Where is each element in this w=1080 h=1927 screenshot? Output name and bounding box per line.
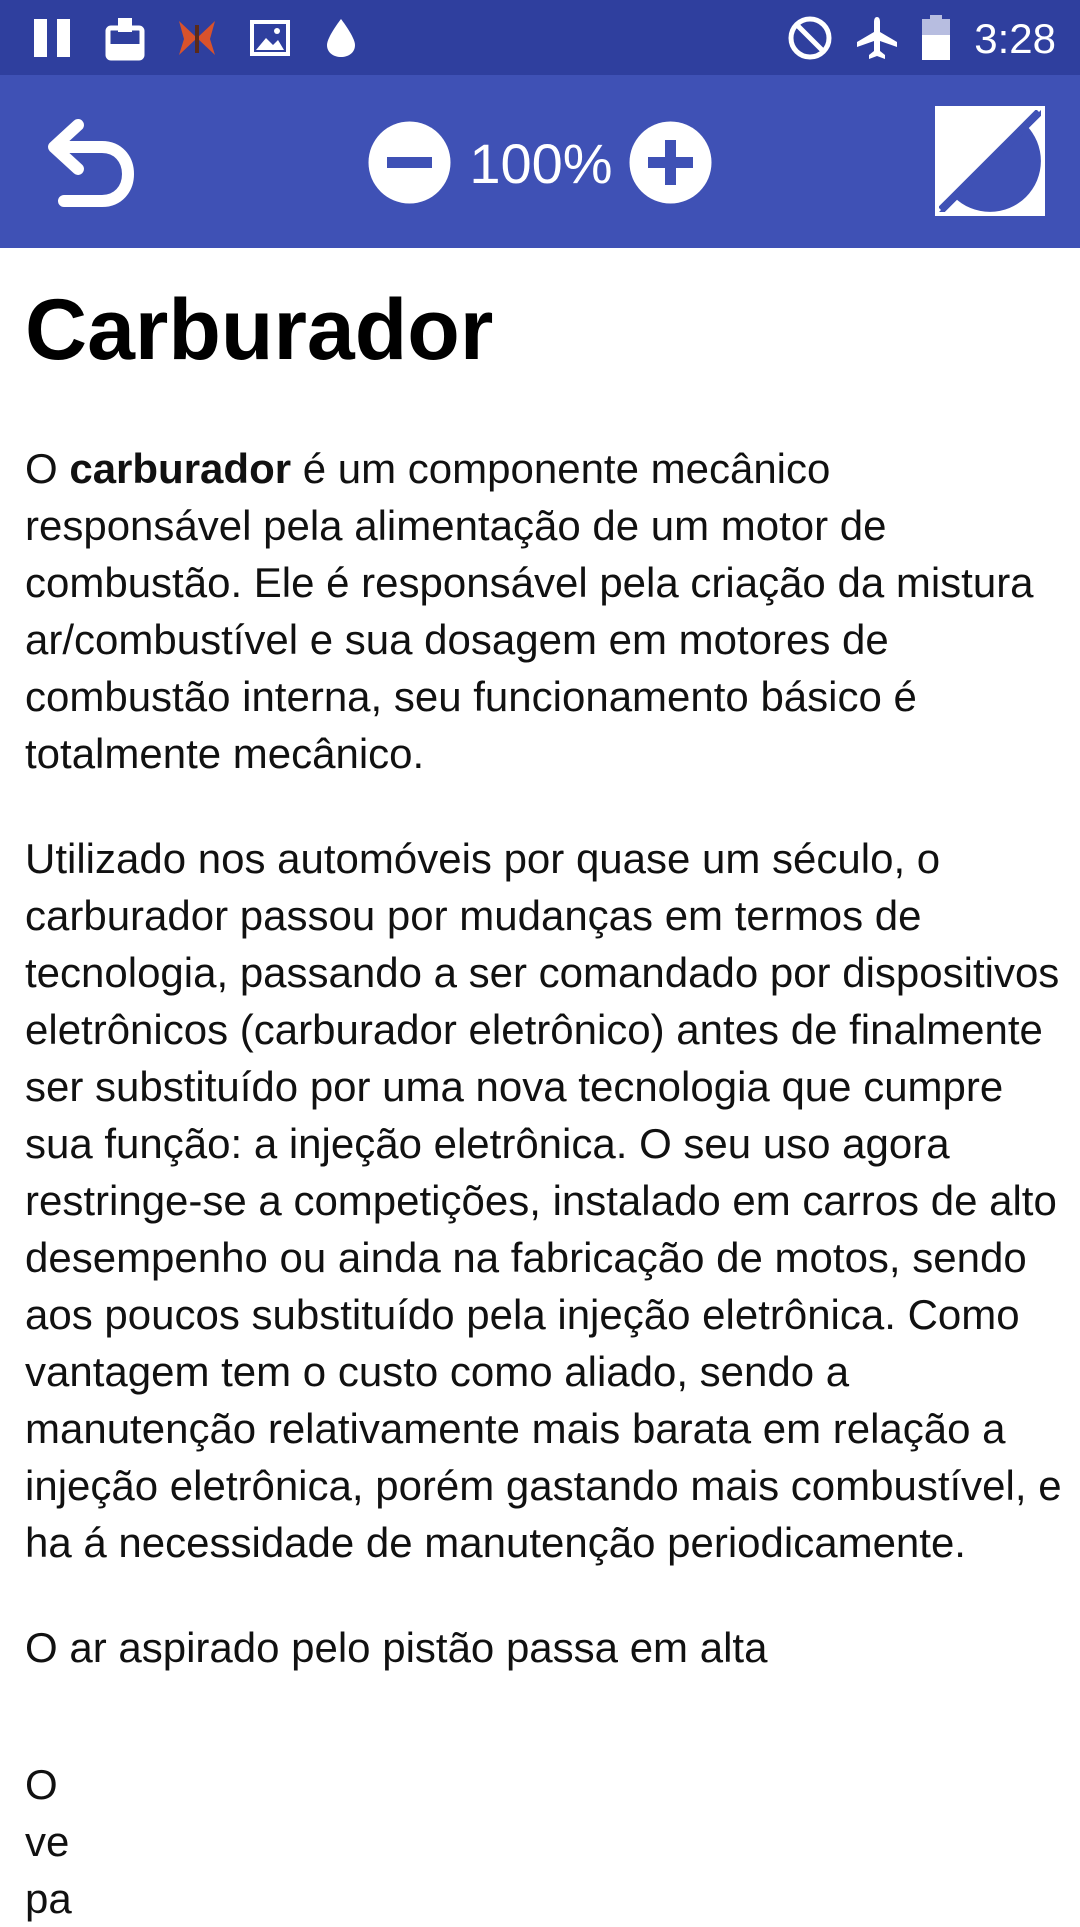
- paragraph-3: O ar aspirado pelo pistão passa em alta: [25, 1624, 768, 1671]
- clock: 3:28: [974, 15, 1056, 62]
- clipboard-icon: [104, 0, 146, 75]
- paragraph-1: [25, 440, 1065, 782]
- paragraph-1-rest: é um componente mecânico responsável pela alimentação de um motor de combustão. Ele é responsável pela criação da mistura ar/combustível e sua dosagem em motores de combustão interna, seu funcionamento básico é totalmente mecânico.: [25, 445, 1034, 777]
- zoom-out-button[interactable]: [367, 120, 452, 205]
- paragraph-2: Utilizado nos automóveis por quase um século, o carburador passou por mudanças em termos de tecnologia, passando a ser comandado por dispositivos eletrônicos (carburador eletrônico) antes de finalmente ser substituído por uma nova tecnologia que cumpre sua função: a injeção eletrônica. O seu uso agora restringe-se a competições, instalado em carros de alto desempenho ou ainda na fabricação de motos, sendo aos poucos substituído pela injeção eletrônica. Como vantagem tem o custo como aliado, sendo a manutenção relativamente mais barata em relação a injeção eletrônica, porém gastando mais combustível, e ha á necessidade de manutenção periodicamente.: [25, 835, 1062, 1566]
- paragraph-1-bold-term: carburador: [69, 445, 292, 492]
- plus-circle-icon: [628, 120, 713, 205]
- toolbar: [0, 75, 1080, 248]
- back-button[interactable]: [30, 105, 150, 220]
- zoom-in-button[interactable]: [628, 120, 713, 205]
- paragraph-3-cut-fragment: O ve pa: [25, 1761, 72, 1922]
- contrast-toggle-button[interactable]: [935, 106, 1045, 216]
- contrast-toggle-icon: [935, 106, 1045, 216]
- zoom-level: 100%: [469, 132, 613, 195]
- do-not-disturb-icon: [787, 0, 833, 75]
- minus-circle-icon: [367, 120, 452, 205]
- battery-icon: [920, 0, 952, 75]
- undo-arrow-icon: [40, 113, 140, 213]
- paragraph-1-lead: O: [25, 445, 70, 492]
- page-title: Carburador: [25, 282, 494, 378]
- butterfly-icon: [176, 0, 218, 75]
- article-content[interactable]: [0, 248, 1080, 1762]
- status-bar: [0, 0, 1080, 75]
- airplane-mode-icon: [854, 0, 900, 75]
- image-icon: [250, 0, 290, 75]
- pause-icon: [32, 0, 72, 75]
- water-drop-icon: [323, 0, 359, 75]
- zoom-controls: [367, 120, 717, 205]
